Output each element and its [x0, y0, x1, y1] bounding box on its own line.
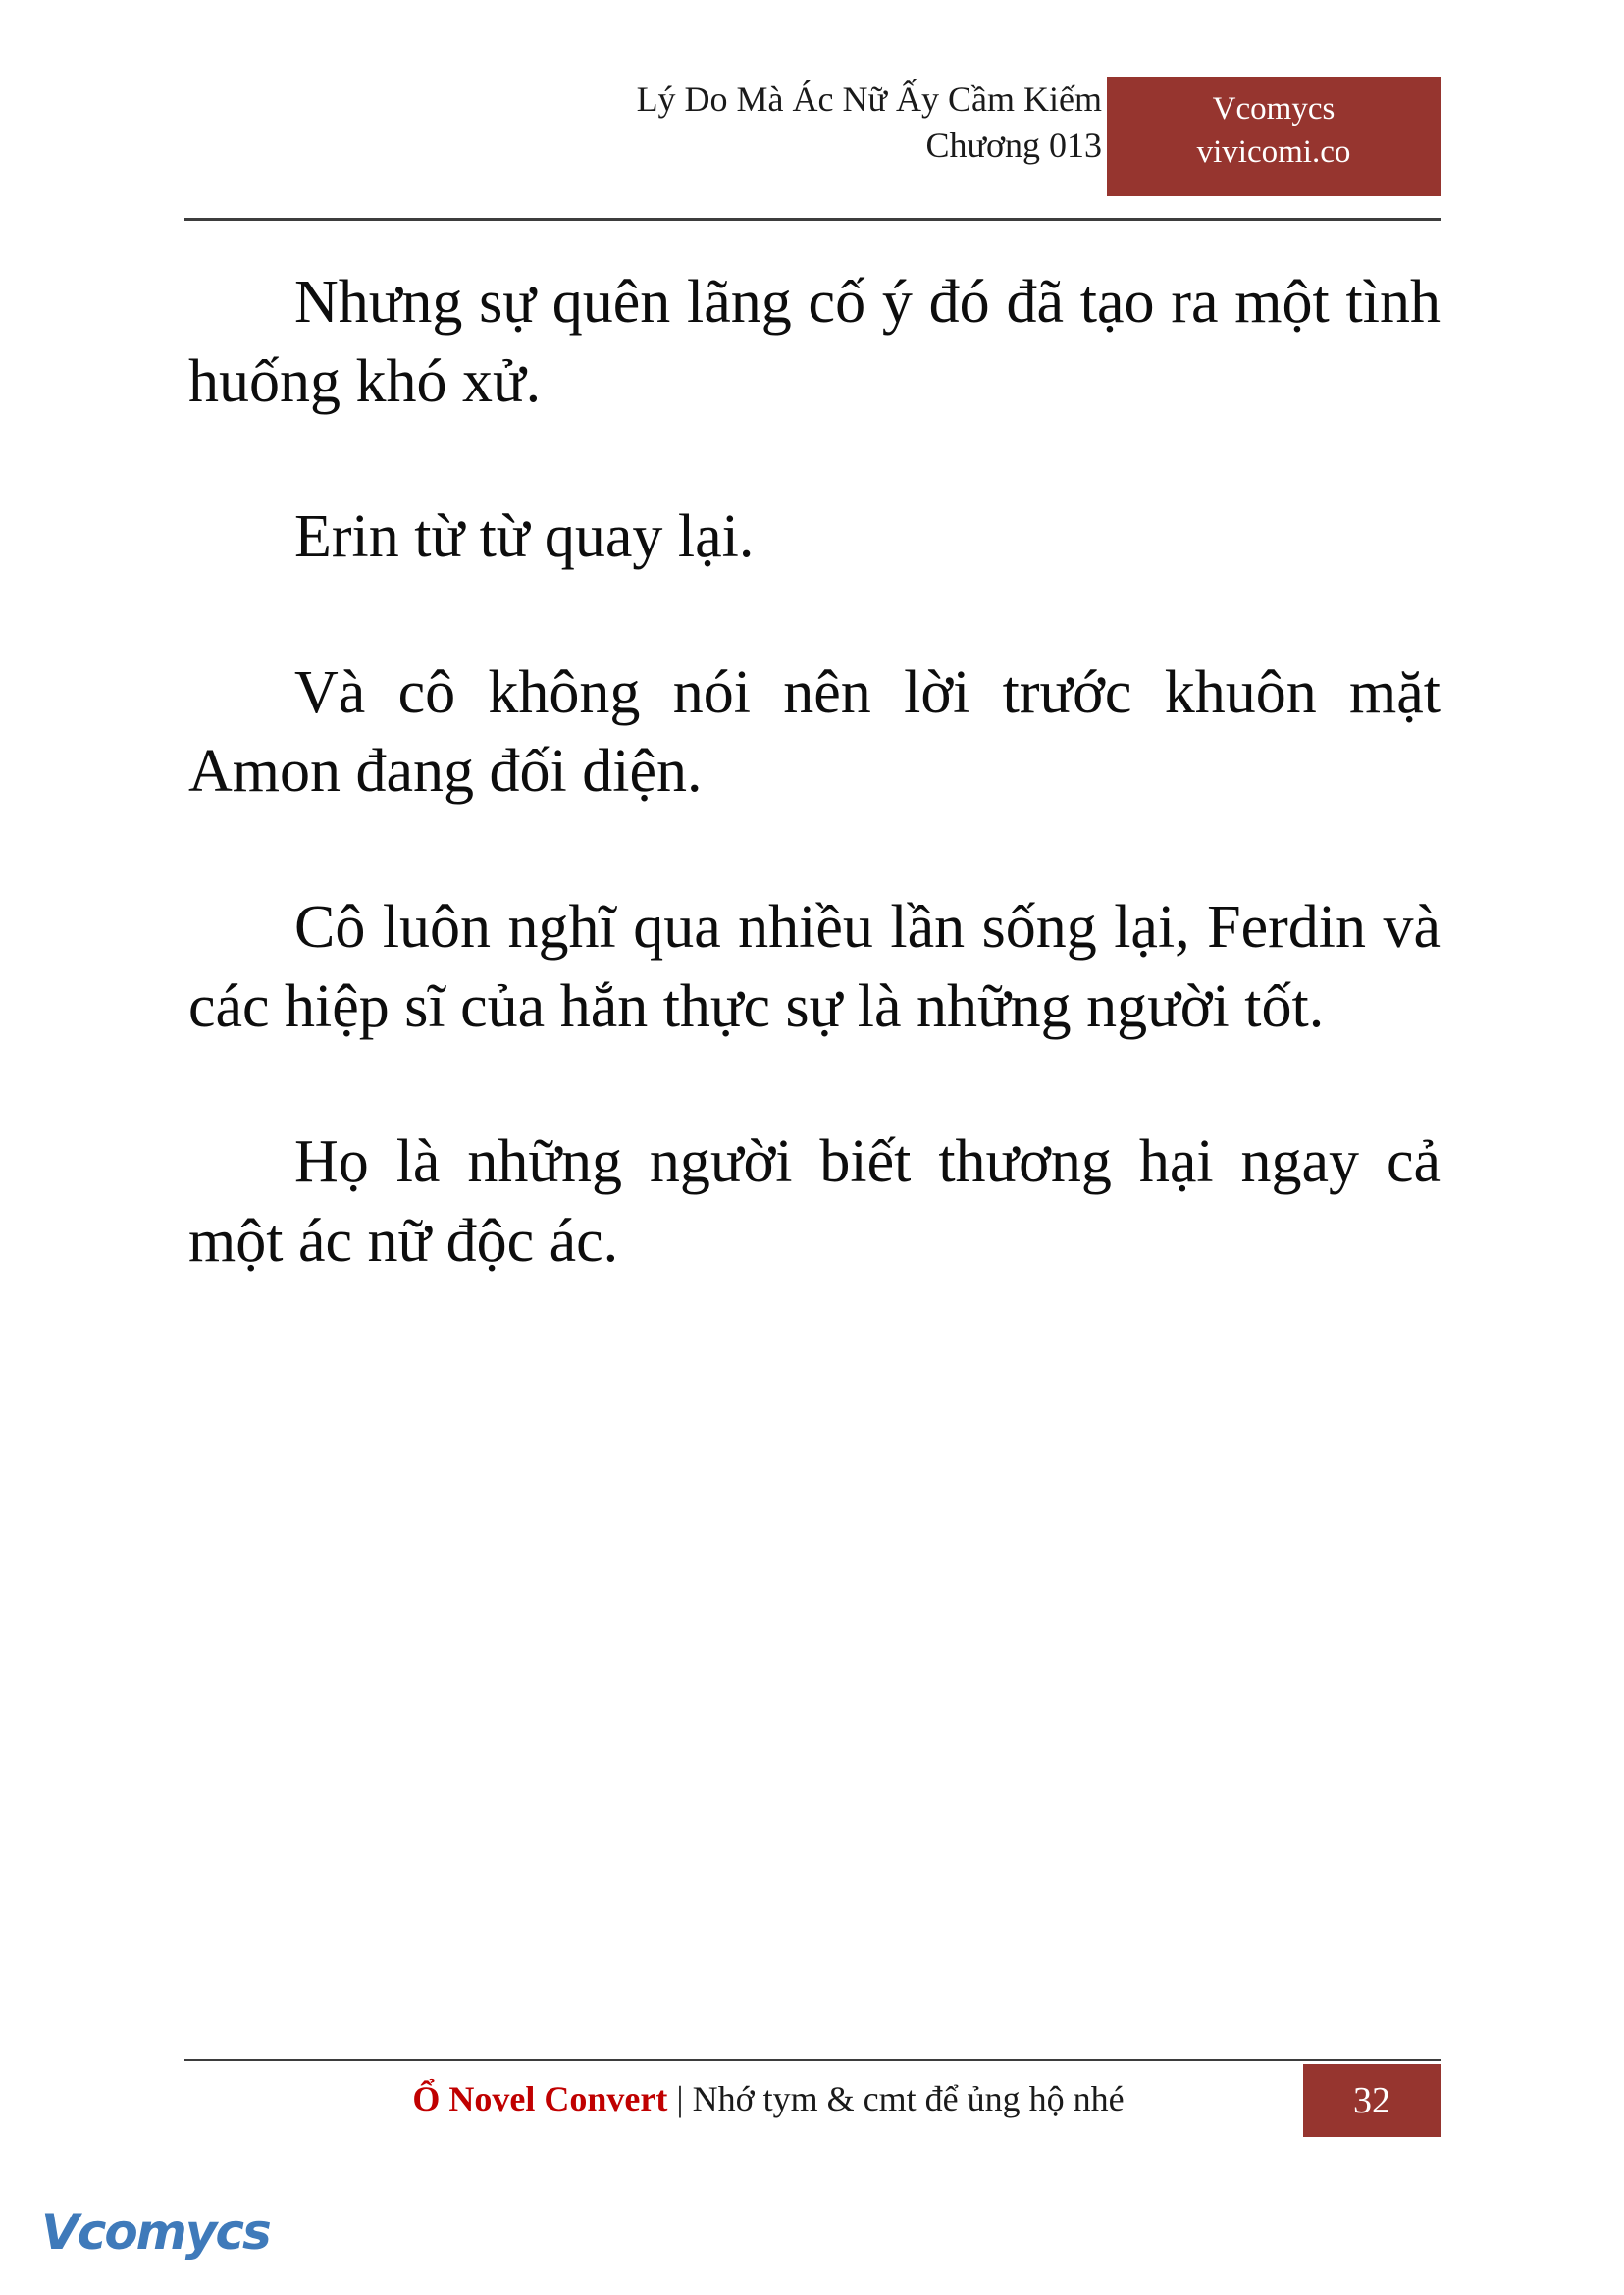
- paragraph: Họ là những người biết thương hại ngay cả một ác nữ độc ác.: [188, 1128, 1441, 1275]
- header-title: [637, 77, 1102, 169]
- publisher-badge-name: Vcomycs: [1212, 91, 1336, 127]
- footer-brand: Ổ Novel Convert: [412, 2079, 668, 2118]
- publisher-badge-url: vivicomi.co: [1196, 133, 1351, 170]
- paragraph: Erin từ từ quay lại.: [294, 503, 755, 571]
- header-title-line1: Lý Do Mà Ác Nữ Ấy Cầm Kiếm: [636, 79, 1102, 119]
- watermark-text: Vcomycs: [41, 2204, 270, 2261]
- page-footer: [184, 2070, 1441, 2135]
- footer-separator: |: [676, 2079, 684, 2118]
- header-title-line2: Chương 013: [925, 125, 1102, 165]
- paragraph: Nhưng sự quên lãng cố ý đó đã tạo ra một tình huống khó xử.: [188, 269, 1441, 415]
- footer-credit: [184, 2078, 1352, 2119]
- paragraph: Và cô không nói nên lời trước khuôn mặt Amon đang đối diện.: [188, 658, 1441, 806]
- page-content: [188, 263, 1441, 1280]
- header-divider: [184, 218, 1441, 221]
- paragraph: Cô luôn nghĩ qua nhiều lần sống lại, Ferdin và các hiệp sĩ của hắn thực sự là những người tốt.: [188, 893, 1441, 1040]
- page-header: [184, 77, 1441, 214]
- footer-note: Nhớ tym & cmt để ủng hộ nhé: [692, 2079, 1125, 2118]
- page-number-badge: 32: [1303, 2064, 1441, 2137]
- publisher-badge: [1107, 77, 1441, 196]
- footer-divider: [184, 2059, 1441, 2061]
- watermark-logo: [41, 2187, 270, 2277]
